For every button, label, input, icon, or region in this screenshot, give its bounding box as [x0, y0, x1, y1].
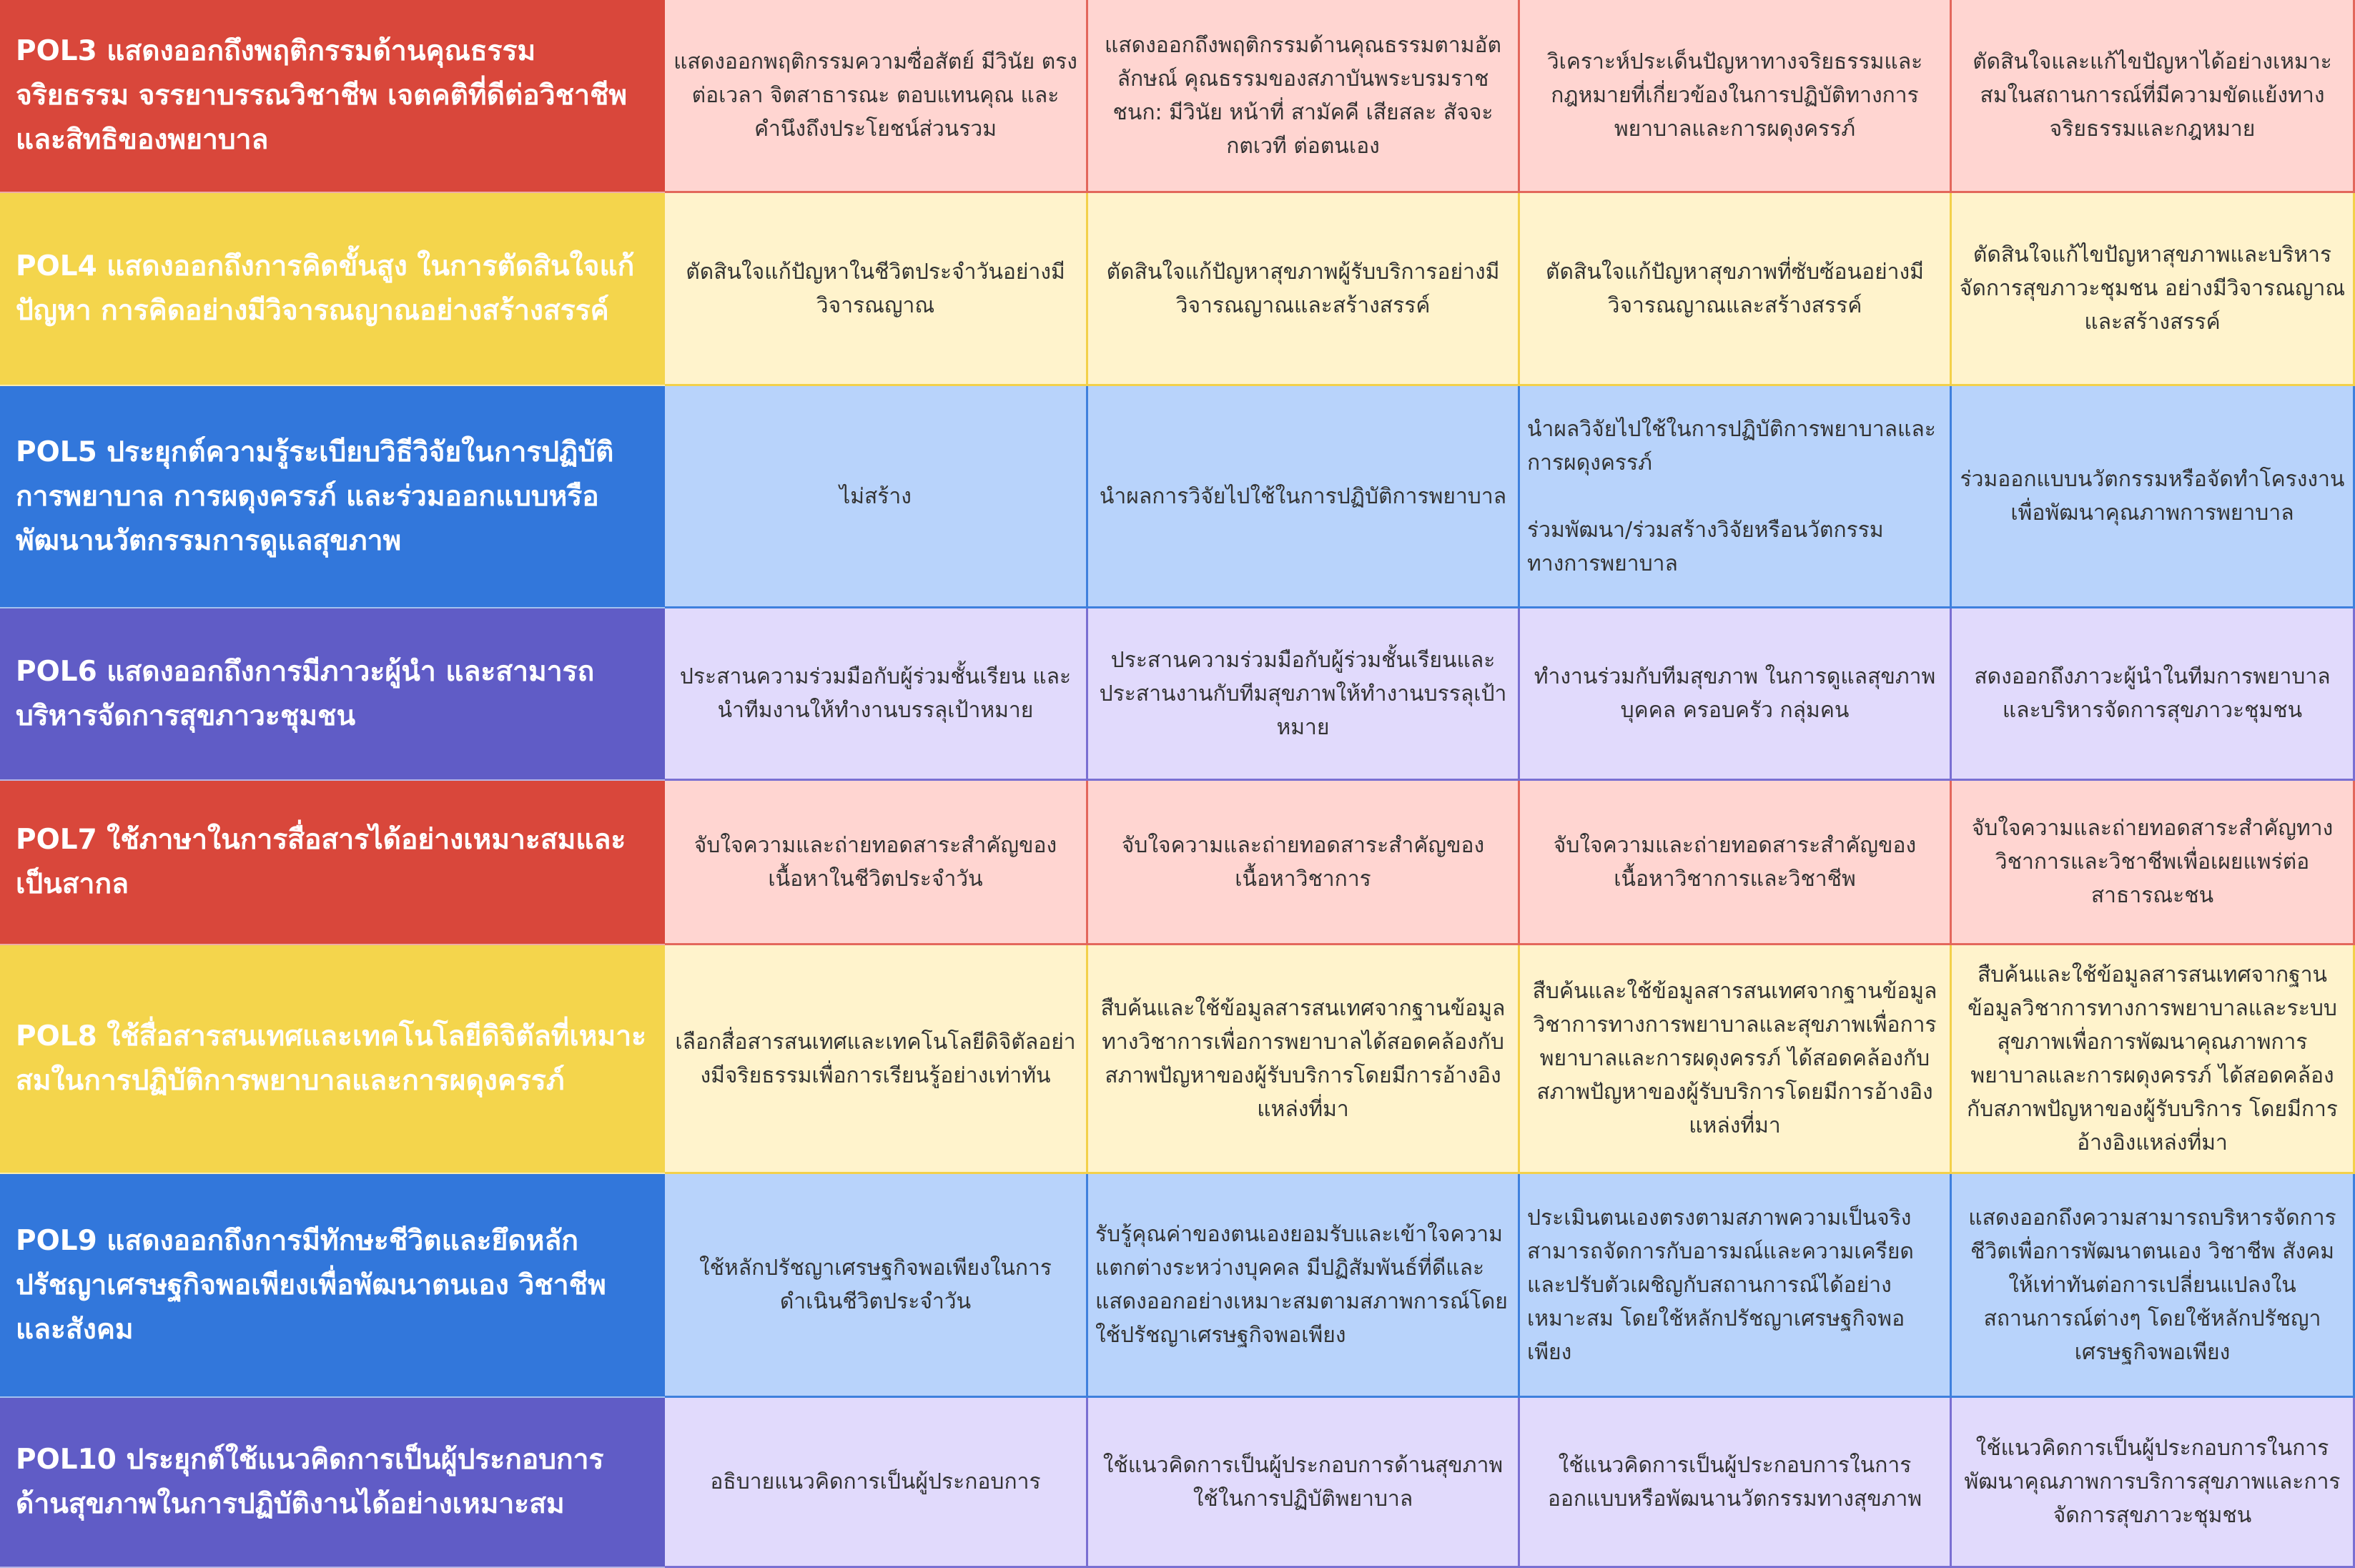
table-cell: ประสานความร่วมมือกับผู้ร่วมชั้นเรียนและประสานงานกับทีมสุขภาพให้ทำงานบรรลุเป้าหมาย	[1088, 608, 1520, 781]
table-cell: จับใจความและถ่ายทอดสาระสำคัญของเนื้อหาในชีวิตประจำวัน	[665, 781, 1088, 945]
row-label: POL3 แสดงออกถึงพฤติกรรมด้านคุณธรรม จริยธรรม จรรยาบรรณวิชาชีพ เจตคติที่ดีต่อวิชาชีพ และสิทธิของพยาบาล	[0, 0, 665, 193]
row-label: POL10 ประยุกต์ใช้แนวคิดการเป็นผู้ประกอบการด้านสุขภาพในการปฏิบัติงานได้อย่างเหมาะสม	[0, 1398, 665, 1568]
table-cell: ใช้แนวคิดการเป็นผู้ประกอบการด้านสุขภาพใช้ในการปฏิบัติพยาบาล	[1088, 1398, 1520, 1568]
row-label: POL9 แสดงออกถึงการมีทักษะชีวิตและยึดหลักปรัชญาเศรษฐกิจพอเพียงเพื่อพัฒนาตนเอง วิชาชีพ และสังคม	[0, 1174, 665, 1398]
table-cell: ใช้แนวคิดการเป็นผู้ประกอบการในการออกแบบหรือพัฒนานวัตกรรมทางสุขภาพ	[1520, 1398, 1952, 1568]
table-cell: ประสานความร่วมมือกับผู้ร่วมชั้นเรียน และนำทีมงานให้ทำงานบรรลุเป้าหมาย	[665, 608, 1088, 781]
row-label: POL6 แสดงออกถึงการมีภาวะผู้นำ และสามารถบริหารจัดการสุขภาวะชุมชน	[0, 608, 665, 781]
table-cell: ตัดสินใจแก้ไขปัญหาสุขภาพและบริหารจัดการสุขภาวะชุมชน อย่างมีวิจารณญาณและสร้างสรรค์	[1952, 193, 2355, 386]
table-cell: ใช้แนวคิดการเป็นผู้ประกอบการในการพัฒนาคุณภาพการบริการสุขภาพและการจัดการสุขภาวะชุมชน	[1952, 1398, 2355, 1568]
table-cell: ตัดสินใจแก้ปัญหาสุขภาพผู้รับบริการอย่างมีวิจารณญาณและสร้างสรรค์	[1088, 193, 1520, 386]
table-cell: นำผลการวิจัยไปใช้ในการปฏิบัติการพยาบาล	[1088, 386, 1520, 608]
table-cell: ทำงานร่วมกับทีมสุขภาพ ในการดูแลสุขภาพบุคคล ครอบครัว กลุ่มคน	[1520, 608, 1952, 781]
table-cell: ใช้หลักปรัชญาเศรษฐกิจพอเพียงในการดำเนินชีวิตประจำวัน	[665, 1174, 1088, 1398]
table-cell: จับใจความและถ่ายทอดสาระสำคัญของเนื้อหาวิชาการและวิชาชีพ	[1520, 781, 1952, 945]
table-cell: อธิบายแนวคิดการเป็นผู้ประกอบการ	[665, 1398, 1088, 1568]
table-cell: สืบค้นและใช้ข้อมูลสารสนเทศจากฐานข้อมูลวิชาการทางการพยาบาลและระบบสุขภาพเพื่อการพัฒนาคุณภาพการพยาบาลและการผดุงครรภ์ ได้สอดคล้องกับสภาพปัญหาของผู้รับบริการ โดยมีการอ้างอิงแหล่งที่มา	[1952, 945, 2355, 1174]
table-cell: ร่วมออกแบบนวัตกรรมหรือจัดทำโครงงานเพื่อพัฒนาคุณภาพการพยาบาล	[1952, 386, 2355, 608]
row-label: POL4 แสดงออกถึงการคิดขั้นสูง ในการตัดสินใจแก้ปัญหา การคิดอย่างมีวิจารณญาณอย่างสร้างสรรค์	[0, 193, 665, 386]
table-cell: สดงออกถึงภาวะผู้นำในทีมการพยาบาลและบริหารจัดการสุขภาวะชุมชน	[1952, 608, 2355, 781]
table-cell: สืบค้นและใช้ข้อมูลสารสนเทศจากฐานข้อมูลทางวิชาการเพื่อการพยาบาลได้สอดคล้องกับสภาพปัญหาของผู้รับบริการโดยมีการอ้างอิงแหล่งที่มา	[1088, 945, 1520, 1174]
table-cell: วิเคราะห์ประเด็นปัญหาทางจริยธรรมและกฎหมายที่เกี่ยวข้องในการปฏิบัติทางการพยาบาลและการผดุงครรภ์	[1520, 0, 1952, 193]
table-cell: เลือกสื่อสารสนเทศและเทคโนโลยีดิจิตัลอย่างมีจริยธรรมเพื่อการเรียนรู้อย่างเท่าทัน	[665, 945, 1088, 1174]
table-cell: สืบค้นและใช้ข้อมูลสารสนเทศจากฐานข้อมูลวิชาการทางการพยาบาลและสุขภาพเพื่อการพยาบาลและการผดุงครรภ์ ได้สอดคล้องกับสภาพปัญหาของผู้รับบริการโดยมีการอ้างอิงแหล่งที่มา	[1520, 945, 1952, 1174]
row-label: POL5 ประยุกต์ความรู้ระเบียบวิธีวิจัยในการปฏิบัติการพยาบาล การผดุงครรภ์ และร่วมออกแบบหรือพัฒนานวัตกรรมการดูแลสุขภาพ	[0, 386, 665, 608]
table-cell: รับรู้คุณค่าของตนเองยอมรับและเข้าใจความแตกต่างระหว่างบุคคล มีปฏิสัมพันธ์ที่ดีและแสดงออกอย่างเหมาะสมตามสภาพการณ์โดยใช้ปรัชญาเศรษฐกิจพอเพียง	[1088, 1174, 1520, 1398]
table-cell: ตัดสินใจแก้ปัญหาสุขภาพที่ซับซ้อนอย่างมีวิจารณญาณและสร้างสรรค์	[1520, 193, 1952, 386]
table-cell: ไม่สร้าง	[665, 386, 1088, 608]
table-cell: แสดงออกพฤติกรรมความซื่อสัตย์ มีวินัย ตรงต่อเวลา จิตสาธารณะ ตอบแทนคุณ และคำนึงถึงประโยชน์ส่วนรวม	[665, 0, 1088, 193]
table-cell: แสดงออกถึงความสามารถบริหารจัดการชีวิตเพื่อการพัฒนาตนเอง วิชาชีพ สังคม ให้เท่าทันต่อการเปลี่ยนแปลงในสถานการณ์ต่างๆ โดยใช้หลักปรัชญาเศรษฐกิจพอเพียง	[1952, 1174, 2355, 1398]
row-label: POL8 ใช้สื่อสารสนเทศและเทคโนโลยีดิจิตัลที่เหมาะสมในการปฏิบัติการพยาบาลและการผดุงครรภ์	[0, 945, 665, 1174]
row-label: POL7 ใช้ภาษาในการสื่อสารได้อย่างเหมาะสมและเป็นสากล	[0, 781, 665, 945]
table-cell: ตัดสินใจและแก้ไขปัญหาได้อย่างเหมาะสมในสถานการณ์ที่มีความขัดแย้งทางจริยธรรมและกฎหมาย	[1952, 0, 2355, 193]
table-cell: ประเมินตนเองตรงตามสภาพความเป็นจริง สามารถจัดการกับอารมณ์และความเครียด และปรับตัวเผชิญกับสถานการณ์ได้อย่างเหมาะสม โดยใช้หลักปรัชญาเศรษฐกิจพอเพียง	[1520, 1174, 1952, 1398]
table-cell: จับใจความและถ่ายทอดสาระสำคัญทางวิชาการและวิชาชีพเพื่อเผยแพร่ต่อสาธารณะชน	[1952, 781, 2355, 945]
table-cell: จับใจความและถ่ายทอดสาระสำคัญของเนื้อหาวิชาการ	[1088, 781, 1520, 945]
table-cell: แสดงออกถึงพฤติกรรมด้านคุณธรรมตามอัตลักษณ์ คุณธรรมของสภาบันพระบรมราชชนก: มีวินัย หน้าที่ สามัคคี เสียสละ สัจจะ กตเวที ต่อตนเอง	[1088, 0, 1520, 193]
table-cell: ตัดสินใจแก้ปัญหาในชีวิตประจำวันอย่างมีวิจารณญาณ	[665, 193, 1088, 386]
table-cell: นำผลวิจัยไปใช้ในการปฏิบัติการพยาบาลและการผดุงครรภ์ ร่วมพัฒนา/ร่วมสร้างวิจัยหรือนวัตกรรมทางการพยาบาล	[1520, 386, 1952, 608]
